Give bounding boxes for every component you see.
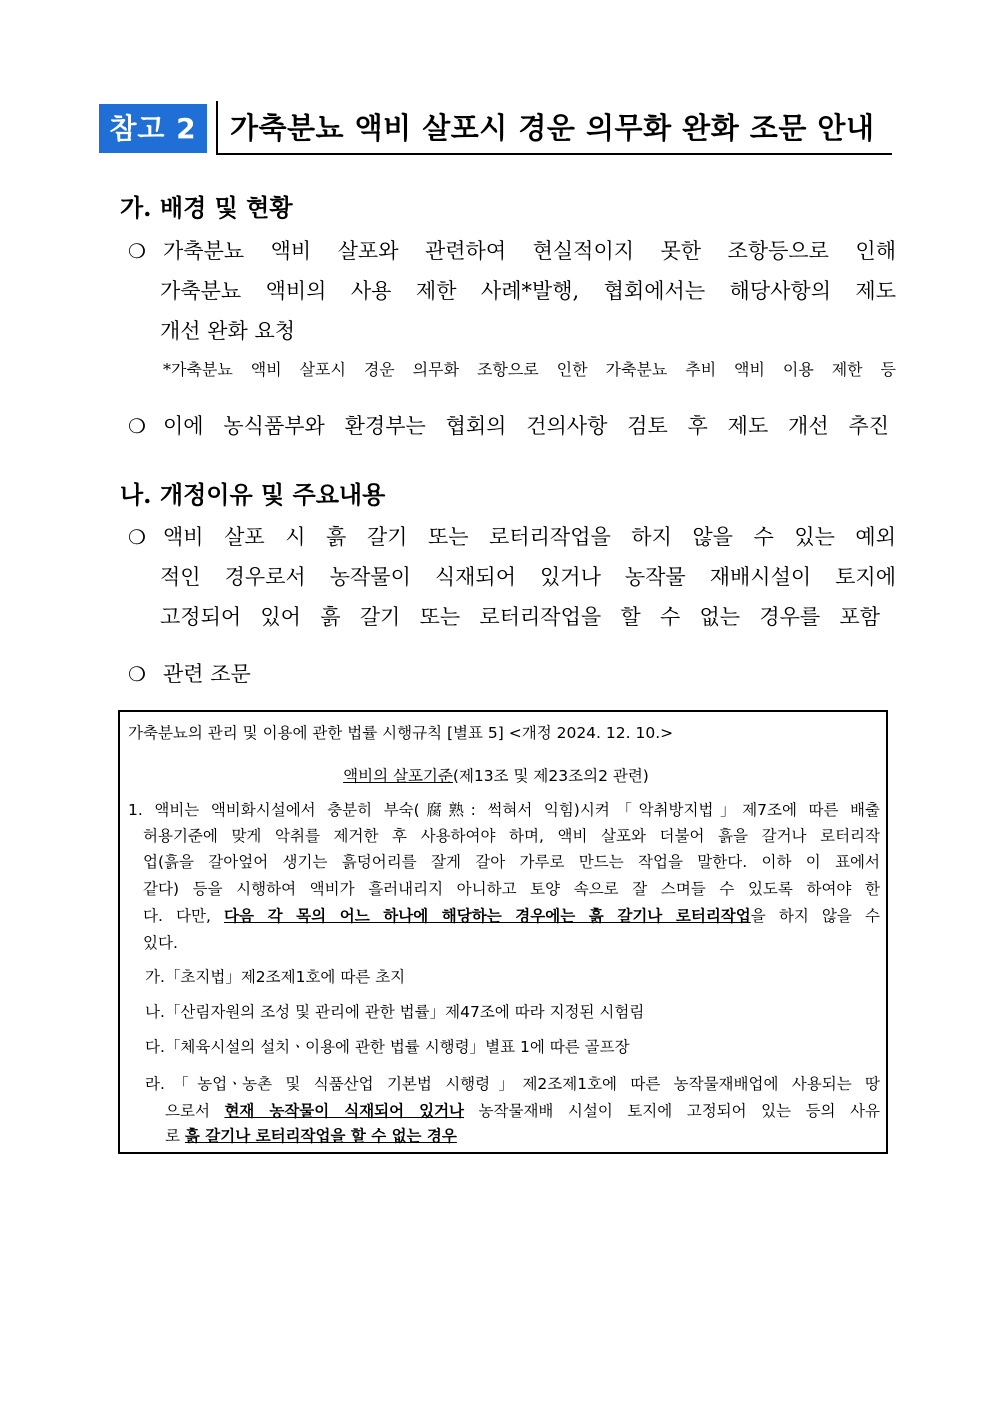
section-b-bullet1-line2: 적인 경우로서 농작물이 식재되어 있거나 농작물 재배시설이 토지에: [160, 565, 896, 589]
section-a-bullet1-line1: 가축분뇨 액비 살포와 관련하여 현실적이지 못한 조항등으로 인해: [163, 239, 896, 263]
box-sub-da: 다.「체육시설의 설치ㆍ이용에 관한 법률 시행령」별표 1에 따른 골프장: [145, 1038, 630, 1056]
box-item1-line5: [143, 904, 880, 926]
box-subtitle-underlined: 액비의 살포기준: [343, 767, 453, 785]
title-divider: [216, 101, 218, 154]
box-subtitle-rest: (제13조 및 제23조의2 관련): [452, 767, 649, 785]
section-a-footnote: *가축분뇨 액비 살포시 경운 의무화 조항으로 인한 가축분뇨 추비 액비 이용 제한 등: [163, 360, 896, 379]
box-sub-ra-line3-pre: 로: [165, 1127, 185, 1145]
box-item1-emphasis: 다음 각 목의 어느 하나에 해당하는 경우에는 흙 갈기나 로터리작업: [224, 907, 751, 925]
section-a-heading: 가. 배경 및 현황: [120, 193, 293, 222]
page-title: 가축분뇨 액비 살포시 경운 의무화 완화 조문 안내: [230, 111, 875, 145]
box-item1-line4: 같다) 등을 시행하여 액비가 흘러내리지 아니하고 토양 속으로 잘 스며들 수 있도록 하여야 한: [143, 880, 880, 898]
box-source: 가축분뇨의 관리 및 이용에 관한 법률 시행규칙 [별표 5] <개정 2024. 12. 10.>: [128, 724, 674, 742]
section-b-bullet1-line3: 고정되어 있어 흙 갈기 또는 로터리작업을 할 수 없는 경우를 포함: [160, 605, 880, 629]
bullet-circle-icon: ❍: [128, 525, 146, 549]
section-a-bullet1-line2: 가축분뇨 액비의 사용 제한 사례*발행, 협회에서는 해당사항의 제도: [160, 279, 896, 303]
box-item1-line2: 허용기준에 맞게 악취를 제거한 후 사용하여야 하며, 액비 살포와 더불어 흙을 갈거나 로터리작: [143, 827, 880, 845]
box-sub-ra-emphasis2: 흙 갈기나 로터리작업을 할 수 없는 경우: [184, 1127, 457, 1145]
box-item1-line3: 업(흙을 갈아엎어 생기는 흙덩어리를 잘게 갈아 가루로 만드는 작업을 말한다. 이하 이 표에서: [143, 853, 880, 871]
section-a-bullet1-line3: 개선 완화 요청: [160, 319, 296, 343]
box-sub-na: 나.「산림자원의 조성 및 관리에 관한 법률」제47조에 따라 지정된 시험림: [145, 1003, 645, 1021]
box-item1-line1: 1. 액비는 액비화시설에서 충분히 부숙(腐熟: 썩혀서 익힘)시켜「악취방지법」제7조에 따른 배출: [128, 801, 880, 819]
title-underline: [216, 153, 892, 155]
bullet-circle-icon: ❍: [128, 414, 146, 438]
section-b-heading: 나. 개정이유 및 주요내용: [120, 480, 386, 509]
bullet-circle-icon: ❍: [128, 662, 146, 686]
box-item1-line5-post: 을 하지 않을 수: [750, 907, 880, 925]
box-sub-ra-emphasis1: 현재 농작물이 식재되어 있거나: [224, 1102, 465, 1120]
box-sub-ra-line3: [165, 1124, 457, 1146]
section-b-bullet2: 관련 조문: [163, 662, 251, 686]
box-sub-ra-line2: [165, 1099, 880, 1121]
box-sub-ra-line1: 라.「농업ㆍ농촌 및 식품산업 기본법 시행령」제2조제1호에 따른 농작물재배업에 사용되는 땅: [145, 1075, 880, 1093]
box-item1-line6: 있다.: [143, 934, 178, 952]
box-subtitle: [0, 764, 992, 786]
section-b-bullet1-line1: 액비 살포 시 흙 갈기 또는 로터리작업을 하지 않을 수 있는 예외: [163, 525, 896, 549]
reference-badge: 참고 2: [99, 104, 207, 153]
section-a-bullet2: 이에 농식품부와 환경부는 협회의 건의사항 검토 후 제도 개선 추진: [163, 414, 889, 438]
box-sub-ra-line2-pre: 으로서: [165, 1102, 225, 1120]
box-item1-line5-pre: 다. 다만,: [143, 907, 225, 925]
bullet-circle-icon: ❍: [128, 239, 146, 263]
box-sub-ga: 가.「초지법」제2조제1호에 따른 초지: [145, 968, 406, 986]
box-sub-ra-line2-post: 농작물재배 시설이 토지에 고정되어 있는 등의 사유: [464, 1102, 880, 1120]
